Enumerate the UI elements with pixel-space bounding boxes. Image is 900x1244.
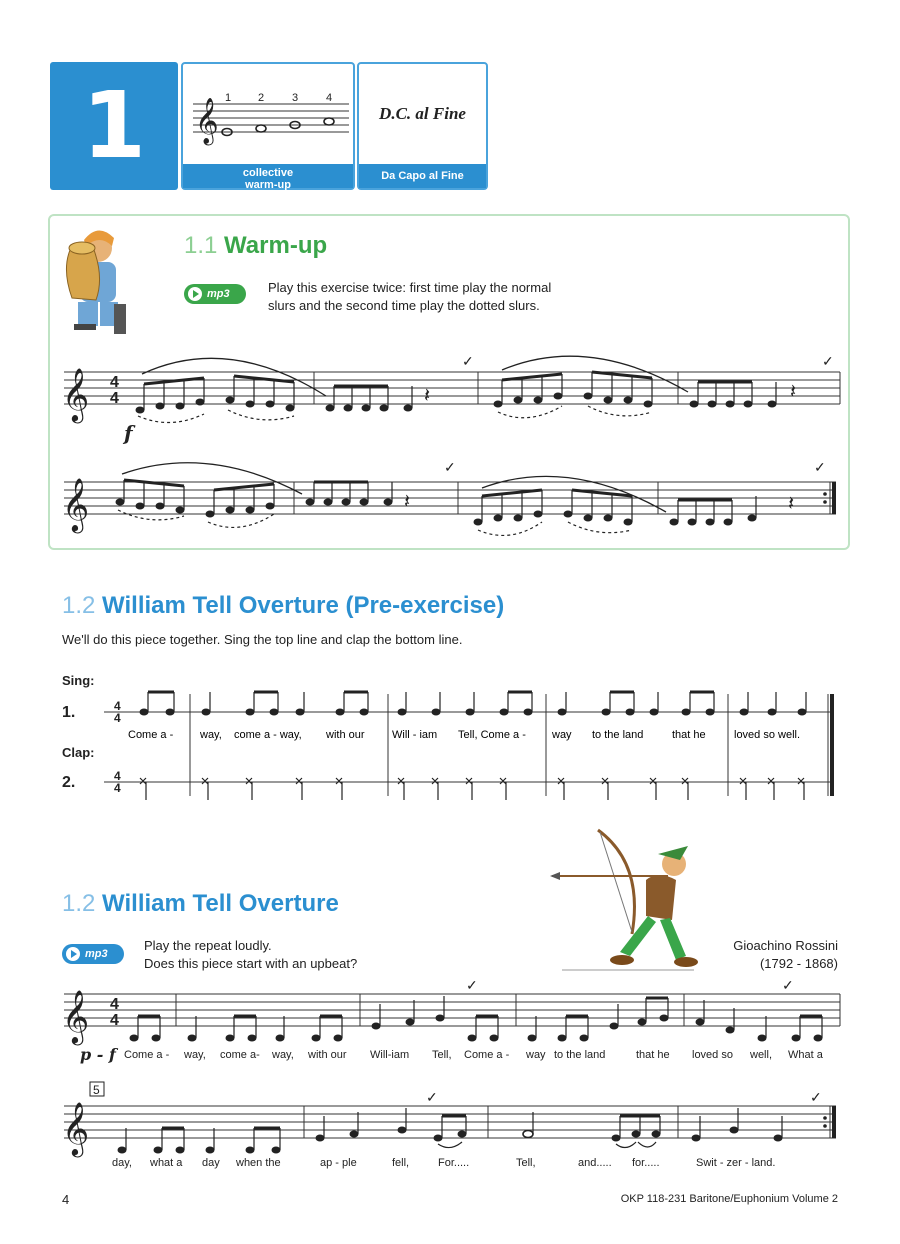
collective-warmup-card — [181, 62, 355, 190]
lyric: when the — [236, 1157, 281, 1169]
composer-credit — [733, 937, 838, 973]
lyric: What a — [788, 1049, 823, 1061]
instruction-line: Play this exercise twice: first time play the normal — [268, 280, 552, 295]
mp3-label: mp3 — [85, 948, 108, 960]
svg-text:✓: ✓ — [426, 1089, 438, 1105]
card-label: Da Capo al Fine — [359, 164, 486, 188]
lyric: Come a - — [464, 1049, 510, 1061]
instruction-line: Does this piece start with an upbeat? — [144, 956, 358, 971]
lyric: way, — [184, 1049, 206, 1061]
lyric: that he — [672, 729, 706, 741]
svg-text:𝄞: 𝄞 — [62, 989, 90, 1043]
overture-staff-2 — [58, 1080, 848, 1176]
svg-text:✓: ✓ — [814, 459, 826, 475]
tuba-player-illustration — [56, 220, 134, 338]
lyric: with our — [326, 729, 365, 741]
lyric: Will - iam — [392, 729, 438, 741]
rhythm-score — [100, 684, 840, 800]
lyric: come a - way, — [234, 729, 302, 741]
rehearsal-mark: 5 — [93, 1083, 100, 1097]
note-number: 2 — [258, 92, 265, 104]
lyric: what a — [150, 1157, 183, 1169]
svg-text:𝄽: 𝄽 — [424, 385, 431, 407]
lyric: way — [526, 1049, 546, 1061]
note-number: 3 — [292, 92, 299, 104]
svg-text:𝄽: 𝄽 — [404, 491, 411, 513]
lyric: for..... — [632, 1157, 660, 1169]
svg-text:4: 4 — [114, 781, 121, 795]
composer-name: Gioachino Rossini — [733, 938, 838, 953]
section-title: William Tell Overture — [102, 890, 339, 917]
mp3-play-button[interactable] — [62, 944, 124, 964]
clap-label: Clap: — [62, 745, 95, 760]
section-1-2-pre-heading — [62, 592, 504, 620]
section-title: William Tell Overture (Pre-exercise) — [102, 592, 505, 619]
lyric: and..... — [578, 1157, 612, 1169]
lyric: that he — [636, 1049, 670, 1061]
instruction-line: Play the repeat loudly. — [144, 938, 272, 953]
svg-text:𝄞: 𝄞 — [62, 477, 90, 531]
note-number: 1 — [225, 92, 232, 104]
svg-text:𝄞: 𝄞 — [195, 98, 219, 144]
play-icon — [66, 947, 80, 961]
dynamic-marking: p - f — [80, 1045, 116, 1064]
lyric: to the land — [554, 1049, 606, 1061]
lyric: way, — [272, 1049, 294, 1061]
composer-dates: (1792 - 1868) — [759, 956, 838, 971]
svg-text:𝄞: 𝄞 — [62, 367, 90, 421]
svg-text:4: 4 — [110, 1012, 119, 1029]
section-1-2-heading — [62, 890, 339, 918]
svg-text:✓: ✓ — [444, 459, 456, 475]
lyric: Tell, Come a - — [458, 729, 526, 741]
svg-text:4: 4 — [114, 711, 121, 725]
note-number: 4 — [326, 92, 333, 104]
sing-label: Sing: — [62, 673, 95, 688]
line-2-label: 2. — [62, 774, 76, 791]
warmup-staff-2 — [58, 450, 848, 540]
warmup-instruction — [268, 279, 688, 315]
line-1-label: 1. — [62, 704, 76, 721]
svg-text:✓: ✓ — [782, 977, 794, 993]
svg-text:✓: ✓ — [462, 353, 474, 369]
lyric: ap - ple — [320, 1157, 357, 1169]
svg-text:✓: ✓ — [822, 353, 834, 369]
warmup-notes-staff — [183, 64, 353, 160]
section-1-1-heading — [184, 232, 327, 260]
overture-staff-1 — [58, 976, 848, 1066]
lyric: well, — [750, 1049, 773, 1061]
lyric: loved so well. — [734, 729, 801, 741]
lyric: loved so — [692, 1049, 733, 1061]
time-signature-bottom: 4 — [110, 390, 119, 407]
section-number: 1.1 — [184, 232, 218, 259]
svg-text:4: 4 — [110, 996, 119, 1013]
lyric: way — [552, 729, 572, 741]
page-number: 4 — [62, 1192, 70, 1207]
mp3-label: mp3 — [207, 288, 230, 300]
dc-al-fine-title: D.C. al Fine — [379, 104, 466, 123]
svg-text:𝄽: 𝄽 — [790, 381, 797, 403]
card-label — [183, 164, 353, 191]
section-number: 1.2 — [62, 890, 96, 917]
warmup-staff-1 — [58, 340, 848, 450]
overture-instruction — [144, 937, 357, 973]
lyric: Swit - zer - land. — [696, 1157, 776, 1169]
lyric: day, — [112, 1157, 132, 1169]
lyric: Tell, — [432, 1049, 452, 1061]
archer-illustration — [548, 824, 698, 974]
mp3-play-button[interactable] — [184, 284, 246, 304]
lyric: with our — [308, 1049, 347, 1061]
play-icon — [188, 287, 202, 301]
svg-text:4: 4 — [114, 699, 121, 713]
lyric: day — [202, 1157, 220, 1169]
lyric: fell, — [392, 1157, 410, 1169]
instruction-line: slurs and the second time play the dotted slurs. — [268, 298, 540, 313]
lyric: For..... — [438, 1157, 470, 1169]
lyric: Tell, — [516, 1157, 536, 1169]
lyric: Come a - — [124, 1049, 170, 1061]
svg-text:✓: ✓ — [466, 977, 478, 993]
lesson-number: 1 — [50, 62, 178, 190]
svg-text:𝄞: 𝄞 — [62, 1101, 90, 1155]
lyric: come a- — [220, 1049, 260, 1061]
svg-text:4: 4 — [114, 769, 121, 783]
card-label-line2: warm-up — [245, 179, 291, 191]
section-title: Warm-up — [224, 232, 328, 259]
lyric: Come a - — [128, 729, 174, 741]
lyric: Will-iam — [370, 1049, 410, 1061]
svg-text:𝄽: 𝄽 — [788, 493, 795, 515]
lyric: way, — [200, 729, 222, 741]
section-number: 1.2 — [62, 592, 96, 619]
da-capo-card — [357, 62, 488, 190]
dynamic-marking: f — [124, 421, 133, 445]
svg-text:✓: ✓ — [810, 1089, 822, 1105]
card-label-line1: collective — [242, 167, 294, 179]
book-title: OKP 118-231 Baritone/Euphonium Volume 2 — [620, 1193, 838, 1205]
lyric: to the land — [592, 729, 644, 741]
pre-exercise-instruction: We'll do this piece together. Sing the top line and clap the bottom line. — [62, 632, 463, 647]
time-signature-top: 4 — [110, 374, 119, 391]
